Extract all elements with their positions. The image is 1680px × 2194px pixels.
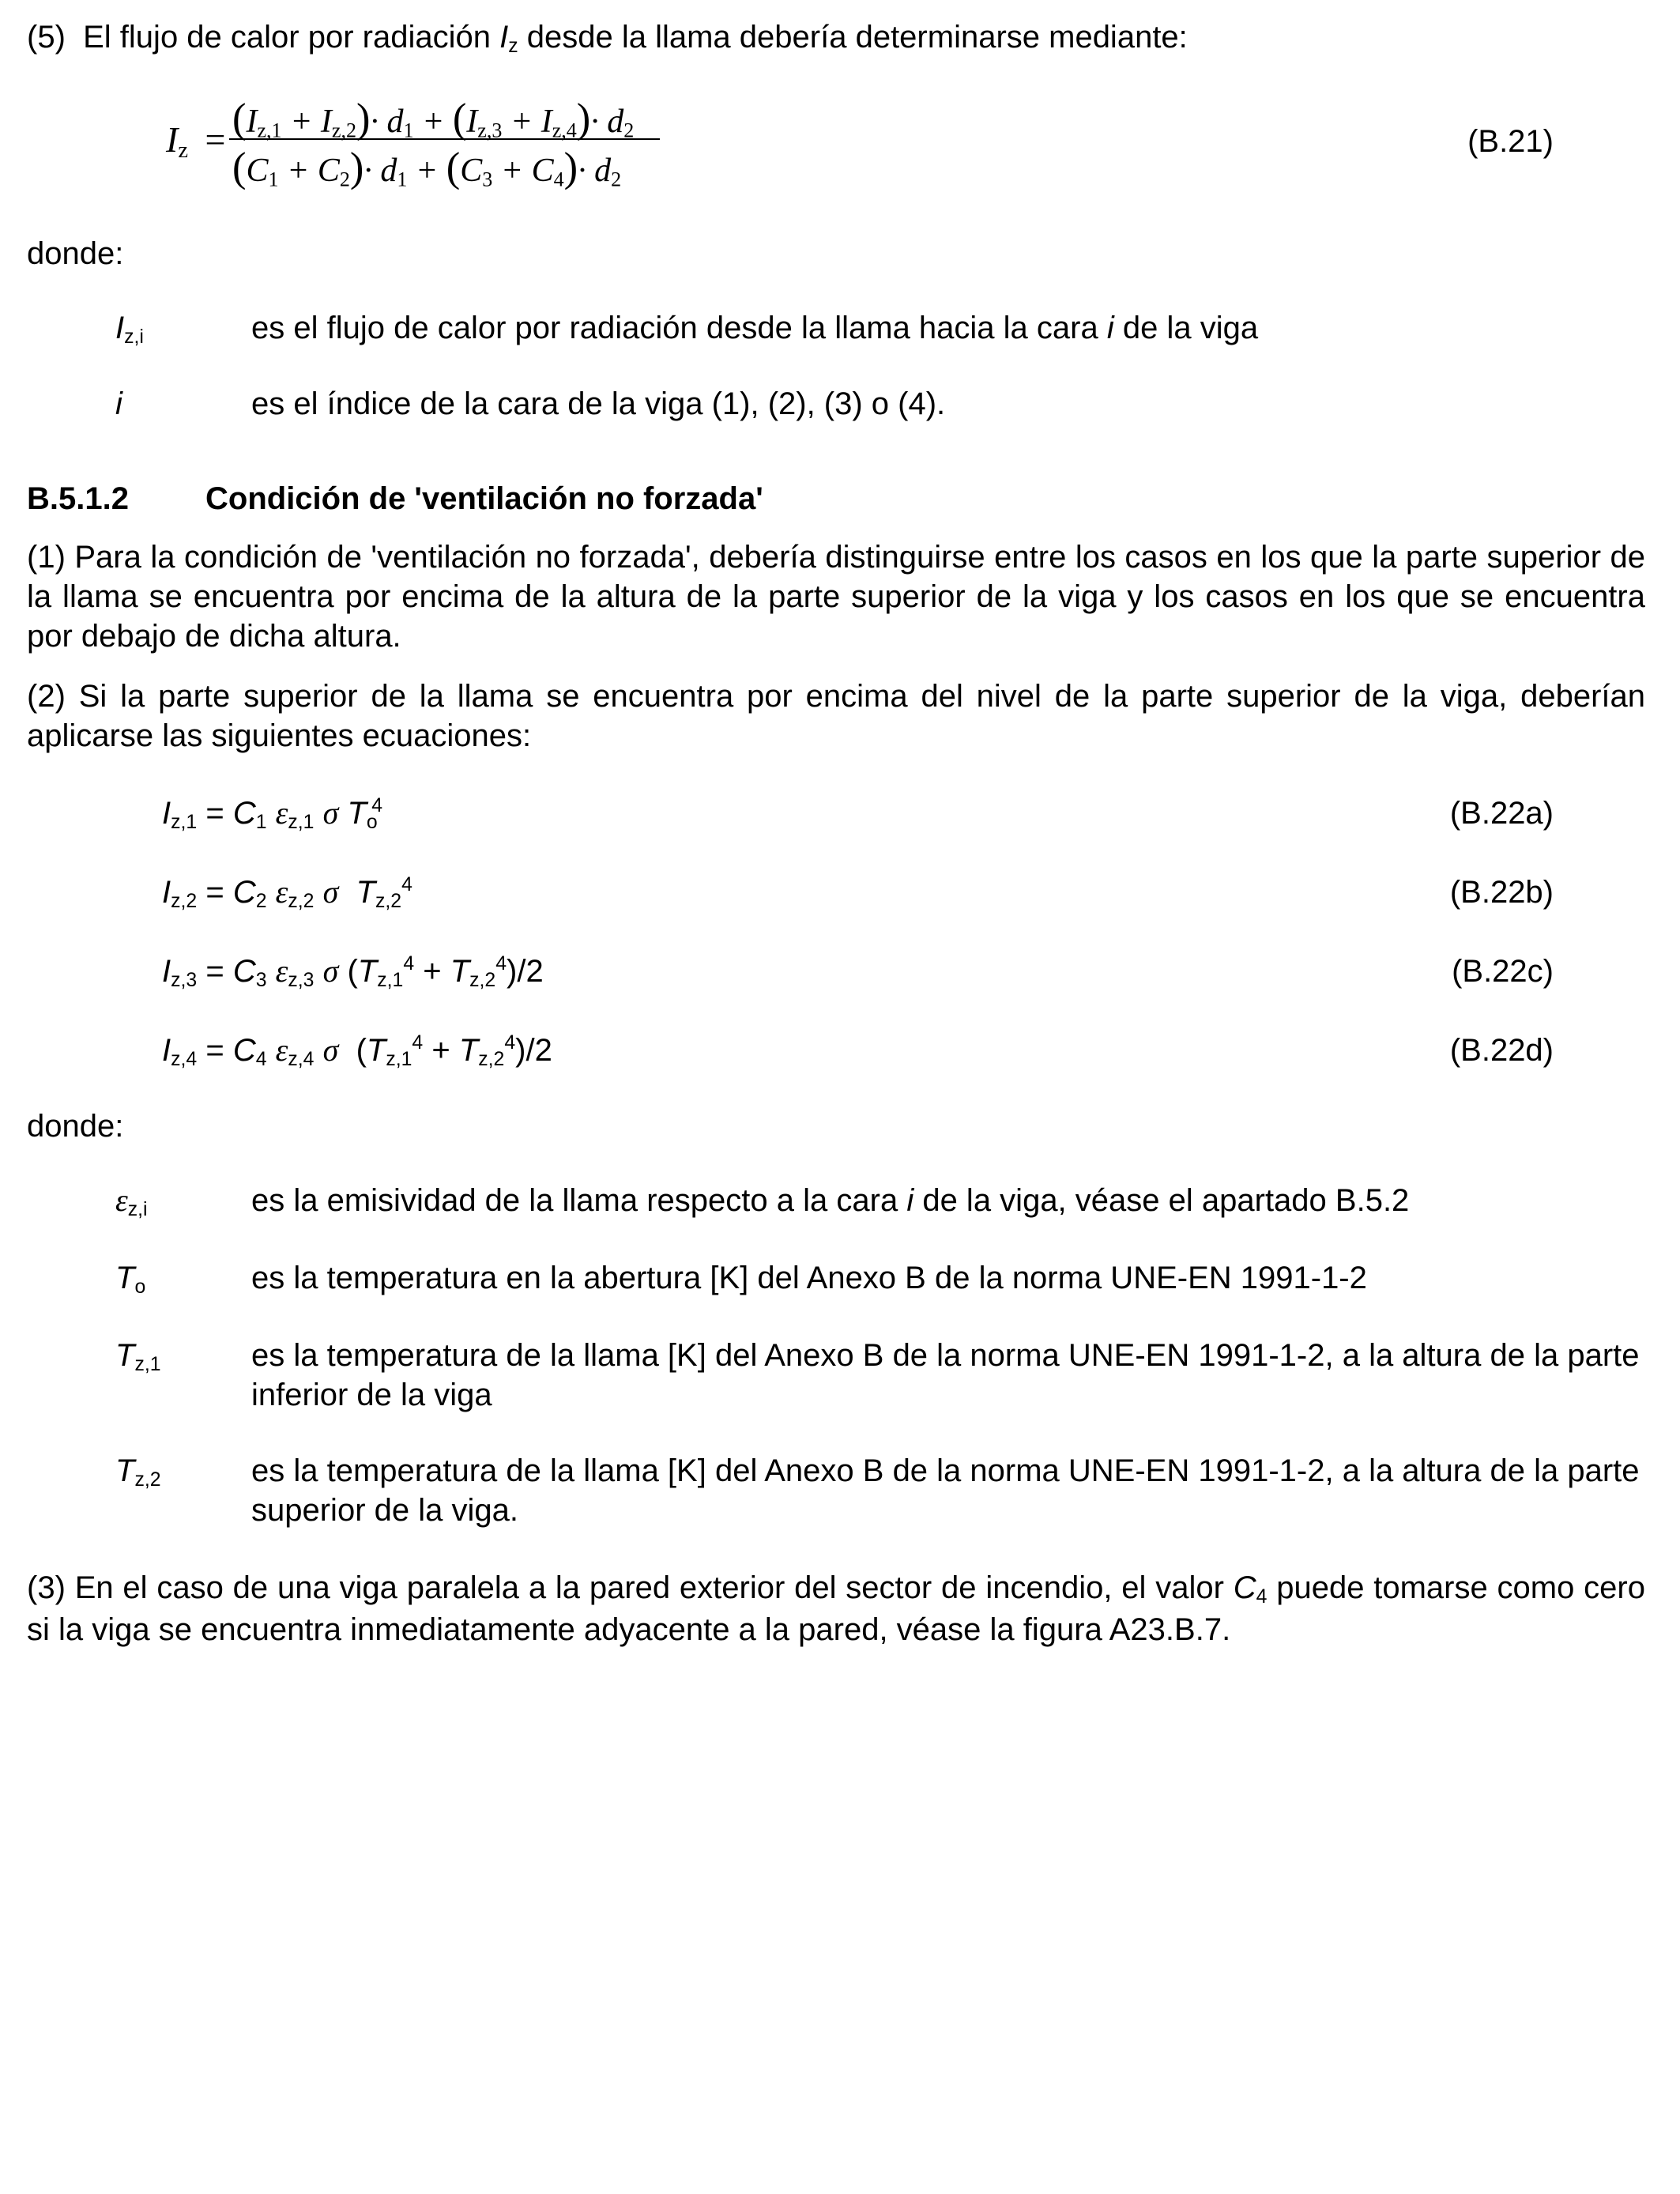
equation-b22c: $I_{z,3} = C_3$ $\varepsilon_{z,3}$ σ $(T_{z,1}^4 + T_{z,2}^4)/2$ <box>162 953 544 992</box>
equation-b21 <box>166 85 656 191</box>
def-text: es la temperatura de la llama [K] del Anexo B de la norma UNE-EN 1991-1-2, a la altura de la parte inferior de la viga <box>251 1338 1640 1412</box>
equation-label: (B.22a) <box>1449 796 1554 831</box>
paragraph-text-cont: desde la llama debería determinarse mediante: <box>526 20 1188 55</box>
equation-label: (B.22c) <box>1452 954 1554 989</box>
section-number: B.5.1.2 <box>27 481 129 516</box>
symbol-sub: z <box>508 36 518 58</box>
equation-label: (B.21) <box>1467 124 1554 159</box>
def-text: es la temperatura de la llama [K] del Anexo B de la norma UNE-EN 1991-1-2, a la altura de la parte superior de la viga. <box>251 1453 1640 1528</box>
def-symbol: $T_o$ <box>115 1261 146 1299</box>
equation-label: (B.22b) <box>1449 875 1554 910</box>
def-symbol: $\varepsilon_{z,i}$ <box>115 1182 148 1221</box>
paragraph-5 <box>27 17 1188 59</box>
def-symbol: $T_{z,1}$ <box>115 1338 161 1376</box>
def-text: es el flujo de calor por radiación desde la llama hacia la cara i de la viga <box>251 311 1259 345</box>
fraction-denominator: $(C_1 + C_2)\cdot d_1 + (C_3 + C_4)\cdot d_2$ <box>232 145 622 191</box>
section-title: Condición de 'ventilación no forzada' <box>205 481 763 516</box>
equation-b22b: $I_{z,2} = C_2$ $\varepsilon_{z,2}$ σ $T_{z,2}^4$ <box>162 874 412 913</box>
paragraph-number: (5) <box>27 20 66 55</box>
fraction-numerator: $(I_{z,1} + I_{z,2})\cdot d_1 + (I_{z,3} + I_{z,4})\cdot d_2$ <box>232 96 635 142</box>
def-text: es la temperatura en la abertura [K] del Anexo B de la norma UNE-EN 1991-1-2 <box>251 1261 1367 1295</box>
section-heading <box>27 479 763 518</box>
donde-label: donde: <box>27 236 124 271</box>
def-text: es la emisividad de la llama respecto a la cara i de la viga, véase el apartado B.5.2 <box>251 1183 1410 1218</box>
paragraph-1: (1) Para la condición de 'ventilación no forzada', debería distinguirse entre los casos en los que la parte superior de la llama se encuentra por encima de la altura de la parte superior de la viga y los casos en los que se encuentra por debajo de dicha altura. <box>27 540 1645 654</box>
equation-b22a: $I_{z,1} = C_1$ $\varepsilon_{z,1}$ σ $T_o^4$ <box>162 795 383 834</box>
equation-lhs: $I_z$ = <box>166 119 226 164</box>
equation-b22d: $I_{z,4} = C_4$ $\varepsilon_{z,4}$ σ $(T_{z,1}^4 + T_{z,2}^4)/2$ <box>162 1032 552 1071</box>
def-symbol: i <box>115 386 122 421</box>
def-symbol: $T_{z,2}$ <box>115 1453 161 1491</box>
def-symbol: $I_{z,i}$ <box>115 311 144 349</box>
paragraph-3: (3) En el caso de una viga paralela a la pared exterior del sector de incendio, el valor $C_4$ puede tomarse como cero si la viga se encuentra inmediatamente adyacente a la pared, véase la figura A23.B.7. <box>27 1570 1645 1648</box>
paragraph-text: El flujo de calor por radiación <box>83 20 491 55</box>
equation-label: (B.22d) <box>1449 1033 1554 1068</box>
symbol-I: I <box>499 20 509 55</box>
def-text: es el índice de la cara de la viga (1), (2), (3) o (4). <box>251 386 946 421</box>
donde-label: donde: <box>27 1109 124 1144</box>
paragraph-2: (2) Si la parte superior de la llama se encuentra por encima del nivel de la parte superior de la viga, deberían aplicarse las siguientes ecuaciones: <box>27 679 1645 753</box>
